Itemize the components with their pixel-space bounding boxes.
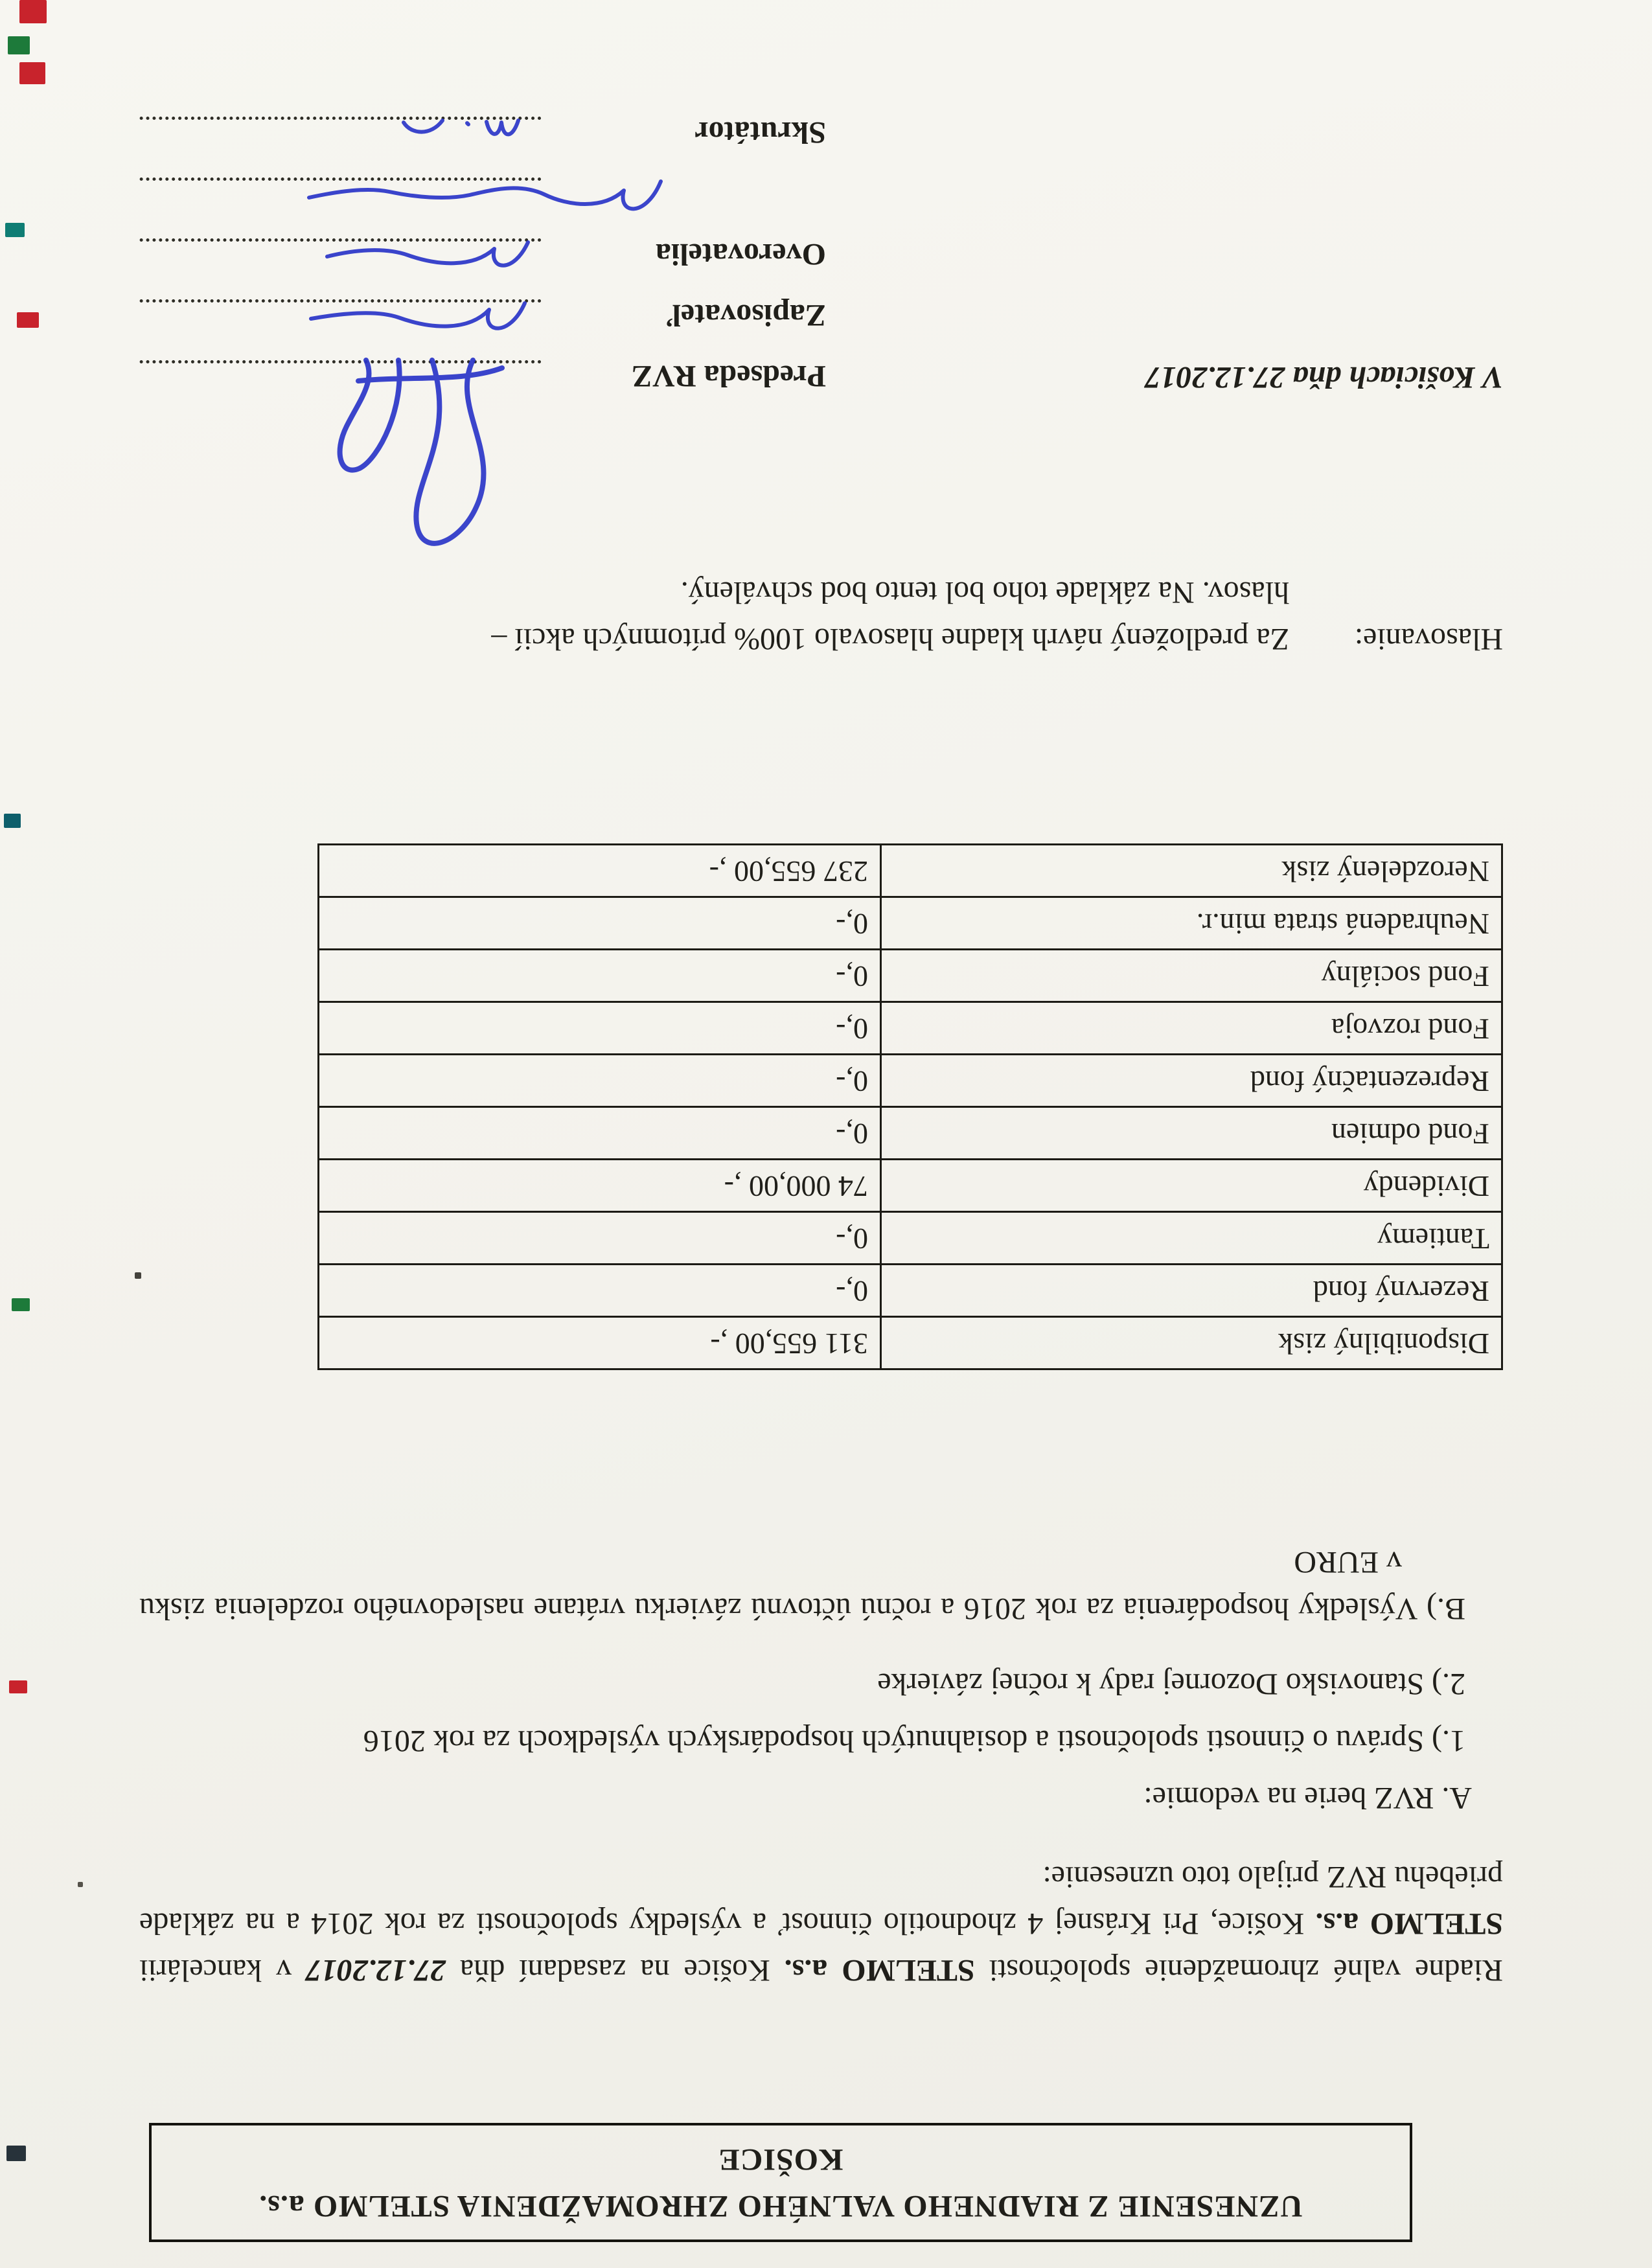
signature-dotted-line <box>139 360 541 363</box>
signature-role: Zapisovateľ <box>666 298 826 332</box>
intro-paragraph <box>139 1853 1503 1993</box>
table-cell-label: Nerozdelený zisk <box>881 845 1502 897</box>
table-cell-label: Tantiemy <box>881 1212 1502 1265</box>
table-cell-value: 0,- <box>319 1107 881 1160</box>
signature-role: Skrutátor <box>694 115 826 150</box>
table-row <box>319 1160 1502 1212</box>
table-row <box>319 1002 1502 1055</box>
intro-company1: STELMO a.s. <box>784 1953 975 1987</box>
table-cell-label: Neuhradená strata min.r. <box>881 897 1502 950</box>
table-cell-value: 0,- <box>319 1055 881 1107</box>
signature-dotted-line <box>139 238 541 242</box>
signature-row-skrutator <box>139 109 826 170</box>
table-cell-value: 0,- <box>319 897 881 950</box>
voting-text <box>491 569 1289 662</box>
list-item: 1.) Správu o činnosti spoločnosti a dosiahnutých hospodárskych výsledkoch za rok 2016 <box>363 1724 1465 1758</box>
intro-part3: v kancelárii <box>139 1953 306 1987</box>
signature-row-overovatelia <box>139 231 826 292</box>
table-row <box>319 1317 1502 1369</box>
table-row <box>319 897 1502 950</box>
voting-line1: Za predložený návrh kladne hlasovalo 100% prítomných akcií – <box>491 622 1289 656</box>
intro-part1: Riadne valné zhromaždenie spoločnosti <box>974 1953 1503 1987</box>
table-cell-label: Fond rozvoja <box>881 1002 1502 1055</box>
document-title-line1: UZNESENIE Z RIADNEHO VALNÉHO ZHROMAŽDENIA STELMO a.s. <box>258 2189 1303 2223</box>
signature-row-zapisovatel <box>139 292 826 352</box>
signature-dotted-line <box>139 178 541 181</box>
table-cell-label: Fond odmien <box>881 1107 1502 1160</box>
intro-part2: Košice na zasadaní dňa <box>446 1953 785 1987</box>
table-row <box>319 1212 1502 1265</box>
signature-section <box>139 109 1503 413</box>
table-cell-label: Rezervný fond <box>881 1265 1502 1317</box>
table-cell-value: 0,- <box>319 1265 881 1317</box>
table-row <box>319 845 1502 897</box>
place-date: V Košiciach dňa 27.12.2017 <box>1145 360 1503 395</box>
items-list <box>139 1660 1465 1764</box>
signature-role: Predseda RVZ <box>631 359 826 393</box>
profit-distribution-table <box>317 843 1503 1370</box>
table-cell-value: 0,- <box>319 950 881 1002</box>
document-title-line2: KOŠICE <box>718 2142 843 2177</box>
voting-label: Hlasovanie: <box>1354 622 1503 656</box>
intro-part4: Košice, Pri Krásnej 4 zhodnotilo činnosť a výsledky spoločnosti za rok 2014 a na základe priebehu RVZ prijalo toto uznesenie: <box>139 1860 1503 1941</box>
signature-dotted-line <box>139 117 541 120</box>
table-cell-value: 74 000,00 ,- <box>319 1160 881 1212</box>
meeting-date: 27.12.2017 <box>306 1953 446 1987</box>
table-cell-label: Reprezentačný fond <box>881 1055 1502 1107</box>
table-cell-value: 311 655,00 ,- <box>319 1317 881 1369</box>
table-cell-value: 0,- <box>319 1212 881 1265</box>
voting-line2: hlasov. Na základe toho bol tento bod schválený. <box>680 575 1289 610</box>
table-cell-label: Disponibilný zisk <box>881 1317 1502 1369</box>
section-a-heading: A. RVZ berie na vedomie: <box>1143 1781 1472 1815</box>
signature-row-predseda <box>139 352 826 413</box>
signature-role: Overovatelia <box>655 237 826 271</box>
table-cell-value: 0,- <box>319 1002 881 1055</box>
section-b-paragraph: B.) Výsledky hospodárenia za rok 2016 a ročnú účtovnú závierku vrátane nasledovného rozdelenia zisku v EURO <box>139 1545 1465 1626</box>
signature-block <box>139 109 826 413</box>
table-row <box>319 1265 1502 1317</box>
voting-section <box>139 569 1503 662</box>
table-row <box>319 1055 1502 1107</box>
table-row <box>319 950 1502 1002</box>
table-cell-label: Fond sociálny <box>881 950 1502 1002</box>
signature-dotted-line <box>139 299 541 303</box>
document-title-box <box>149 2123 1412 2242</box>
list-item: 2.) Stanovisko Dozornej rady k ročnej závierke <box>877 1667 1465 1701</box>
signature-row-overovatelia-2 <box>139 170 826 231</box>
intro-company2: STELMO a.s. <box>1315 1907 1503 1941</box>
table-row <box>319 1107 1502 1160</box>
table-cell-label: Dividendy <box>881 1160 1502 1212</box>
table-cell-value: 237 655,00 ,- <box>319 845 881 897</box>
